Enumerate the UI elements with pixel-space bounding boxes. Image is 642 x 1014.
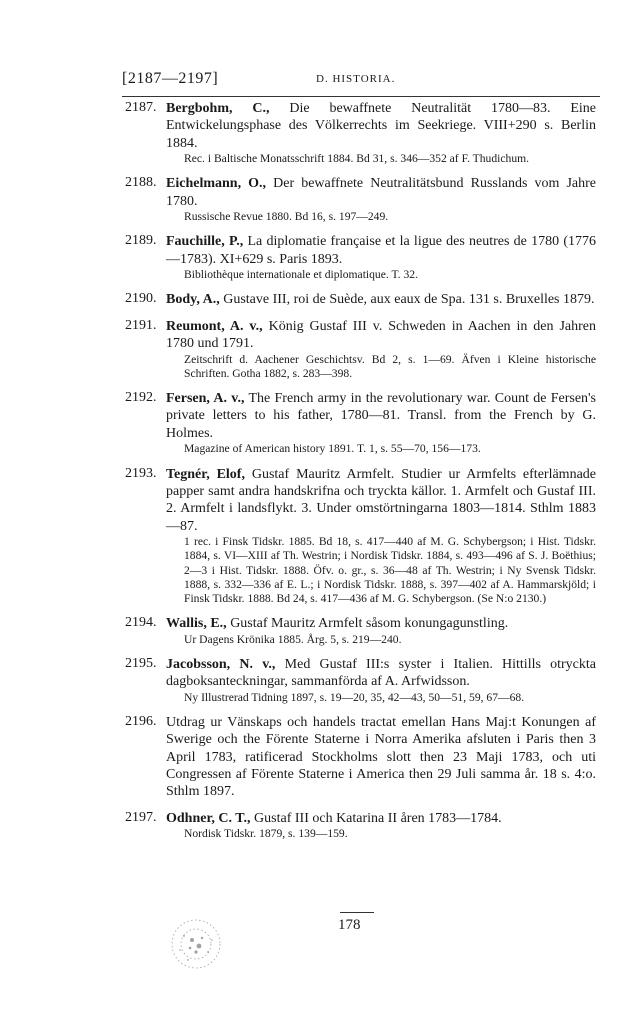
bib-entry xyxy=(126,233,596,282)
entry-author: Body, A., xyxy=(166,292,220,308)
entry-note: Nordisk Tidskr. 1879, s. 139—159. xyxy=(184,827,348,841)
entry-citation xyxy=(166,175,596,210)
entry-author: Tegnér, Elof, xyxy=(166,466,245,482)
page-number: 178 xyxy=(338,917,361,933)
entry-author: Reumont, A. v., xyxy=(166,318,263,334)
entry-number: 2193. xyxy=(125,465,157,481)
entry-title: Utdrag ur Vänskaps och handels tractat emellan Hans Maj:t Konungen af Swerige och the Förente Staterne i Norra Amerika afsluten i Paris then 3 April 1783, ratificerad Stockholms slott then 23 Maji 1783, och uti Congressen af Förente Staterne i America then 29 Juli samma år. 18 s. 4:o. Sthlm 1897. xyxy=(166,714,596,800)
entry-title: Gustaf Mauritz Armfelt såsom konungagunstling. xyxy=(230,616,509,632)
bibliography-entries xyxy=(126,100,596,850)
entry-note: Zeitschrift d. Aachener Geschichtsv. Bd 2, s. 1—69. Äfven i Kleine historische Schriften. Gotha 1882, s. 283—398. xyxy=(184,352,596,380)
entry-citation xyxy=(166,810,596,827)
entry-note: Russische Revue 1880. Bd 16, s. 197—249. xyxy=(184,210,389,224)
entry-citation xyxy=(166,466,596,536)
entry-title: Gustave III, roi de Suède, aux eaux de Spa. 131 s. Bruxelles 1879. xyxy=(223,292,595,308)
library-stamp-icon xyxy=(162,918,230,970)
entry-author: Eichelmann, O., xyxy=(166,176,267,192)
entry-note: Bibliothèque internationale et diplomatique. T. 32. xyxy=(184,268,418,282)
bib-entry xyxy=(126,175,596,224)
entry-number: 2197. xyxy=(125,809,157,825)
entry-title: Gustaf Mauritz Armfelt. Studier ur Armfelts efterlämnade papper samt andra handskrifna och tryckta källor. 1. Armfelt och Gustaf III. 2. Armfelt i landsflykt. 3. Under omstörtningarna 1803—1814. Sthlm 1883—87. xyxy=(166,466,596,534)
footer-rule xyxy=(340,912,374,913)
entry-note: Magazine of American history 1891. T. 1, s. 55—70, 156—173. xyxy=(184,442,481,456)
header-rule xyxy=(122,96,600,97)
entry-note: Rec. i Baltische Monatsschrift 1884. Bd 31, s. 346—352 af F. Thudichum. xyxy=(184,152,530,166)
entry-title: Med Gustaf III:s syster i Italien. Hittills otryckta dagboksanteckningar, sammanförda af A. Arfwidsson. xyxy=(166,656,596,690)
bib-entry xyxy=(126,810,596,842)
entry-note: Ny Illustrerad Tidning 1897, s. 19—20, 35, 42—43, 50—51, 59, 67—68. xyxy=(184,690,525,704)
entry-citation xyxy=(166,390,596,442)
entry-title: König Gustaf III v. Schweden in Aachen in den Jahren 1780 und 1791. xyxy=(166,318,596,352)
entry-number: 2194. xyxy=(125,615,157,631)
entry-title: Gustaf III och Katarina II åren 1783—1784. xyxy=(254,810,502,826)
bib-entry xyxy=(126,714,596,801)
entry-number: 2190. xyxy=(125,291,157,307)
entry-citation xyxy=(166,714,596,801)
bib-entry xyxy=(126,615,596,647)
entry-citation xyxy=(166,656,596,691)
entry-title: Der bewaffnete Neutralitätsbund Russlands vom Jahre 1780. xyxy=(166,176,597,209)
entry-number: 2189. xyxy=(125,233,157,249)
header-range: [2187—2197] xyxy=(122,70,219,87)
entry-number: 2192. xyxy=(125,390,157,406)
entry-note: Ur Dagens Krönika 1885. Årg. 5, s. 219—240. xyxy=(184,632,402,646)
entry-author: Bergbohm, C., xyxy=(166,101,270,116)
bib-entry xyxy=(126,390,596,456)
entry-number: 2188. xyxy=(125,175,157,191)
entry-author: Fauchille, P., xyxy=(166,234,244,250)
entry-citation xyxy=(166,291,596,308)
header-section: D. HISTORIA. xyxy=(316,73,396,85)
running-header xyxy=(122,68,600,96)
entry-author: Wallis, E., xyxy=(166,616,227,632)
entry-number: 2196. xyxy=(125,713,157,729)
entry-number: 2191. xyxy=(125,317,157,333)
entry-citation xyxy=(166,233,596,268)
bib-entry xyxy=(126,318,596,381)
entry-number: 2195. xyxy=(125,655,157,671)
entry-note: 1 rec. i Finsk Tidskr. 1885. Bd 18, s. 417—440 af M. G. Schybergson; i Hist. Tidskr. 1884, s. VI—XIII af Th. Westrin; i Nordisk Tidskr. 1884, s. 493—496 af S. J. Boëthius; 2—3 i Hist. Tidskr. 1888. Öfv. o. gr., s. 36—48 af Th. Westrin; i Ny Svensk Tidskr. 1888, s. 332—336 af E. L.; i Nordisk Tidskr. 1888, s. 397—402 af A. Hammarskjöld; i Finsk Tidskr. 1888. Bd 24, s. 417—436 af M. G. Schybergson. (Se N:o 2130.) xyxy=(184,535,596,605)
bib-entry xyxy=(126,100,596,166)
entry-title: Die bewaffnete Neutralität 1780—83. Eine Entwickelungsphase des Völkerrechts im Seekriege. VIII+290 s. Berlin 1884. xyxy=(166,101,596,151)
entry-title: La diplomatie française et la ligue des neutres de 1780 (1776—1783). XI+629 s. Paris 1893. xyxy=(166,234,597,267)
entry-author: Fersen, A. v., xyxy=(166,391,245,407)
bib-entry xyxy=(126,656,596,705)
entry-number: 2187. xyxy=(125,100,157,115)
entry-author: Odhner, C. T., xyxy=(166,810,251,826)
entry-citation xyxy=(166,615,596,632)
entry-citation xyxy=(166,100,596,152)
entry-title: The French army in the revolutionary war. Count de Fersen's private letters to his father, 1780—81. Transl. from the French by G. Holmes. xyxy=(166,391,596,441)
entry-author: Jacobsson, N. v., xyxy=(166,656,276,672)
entry-citation xyxy=(166,318,596,353)
bib-entry xyxy=(126,466,596,607)
bib-entry xyxy=(126,291,596,308)
